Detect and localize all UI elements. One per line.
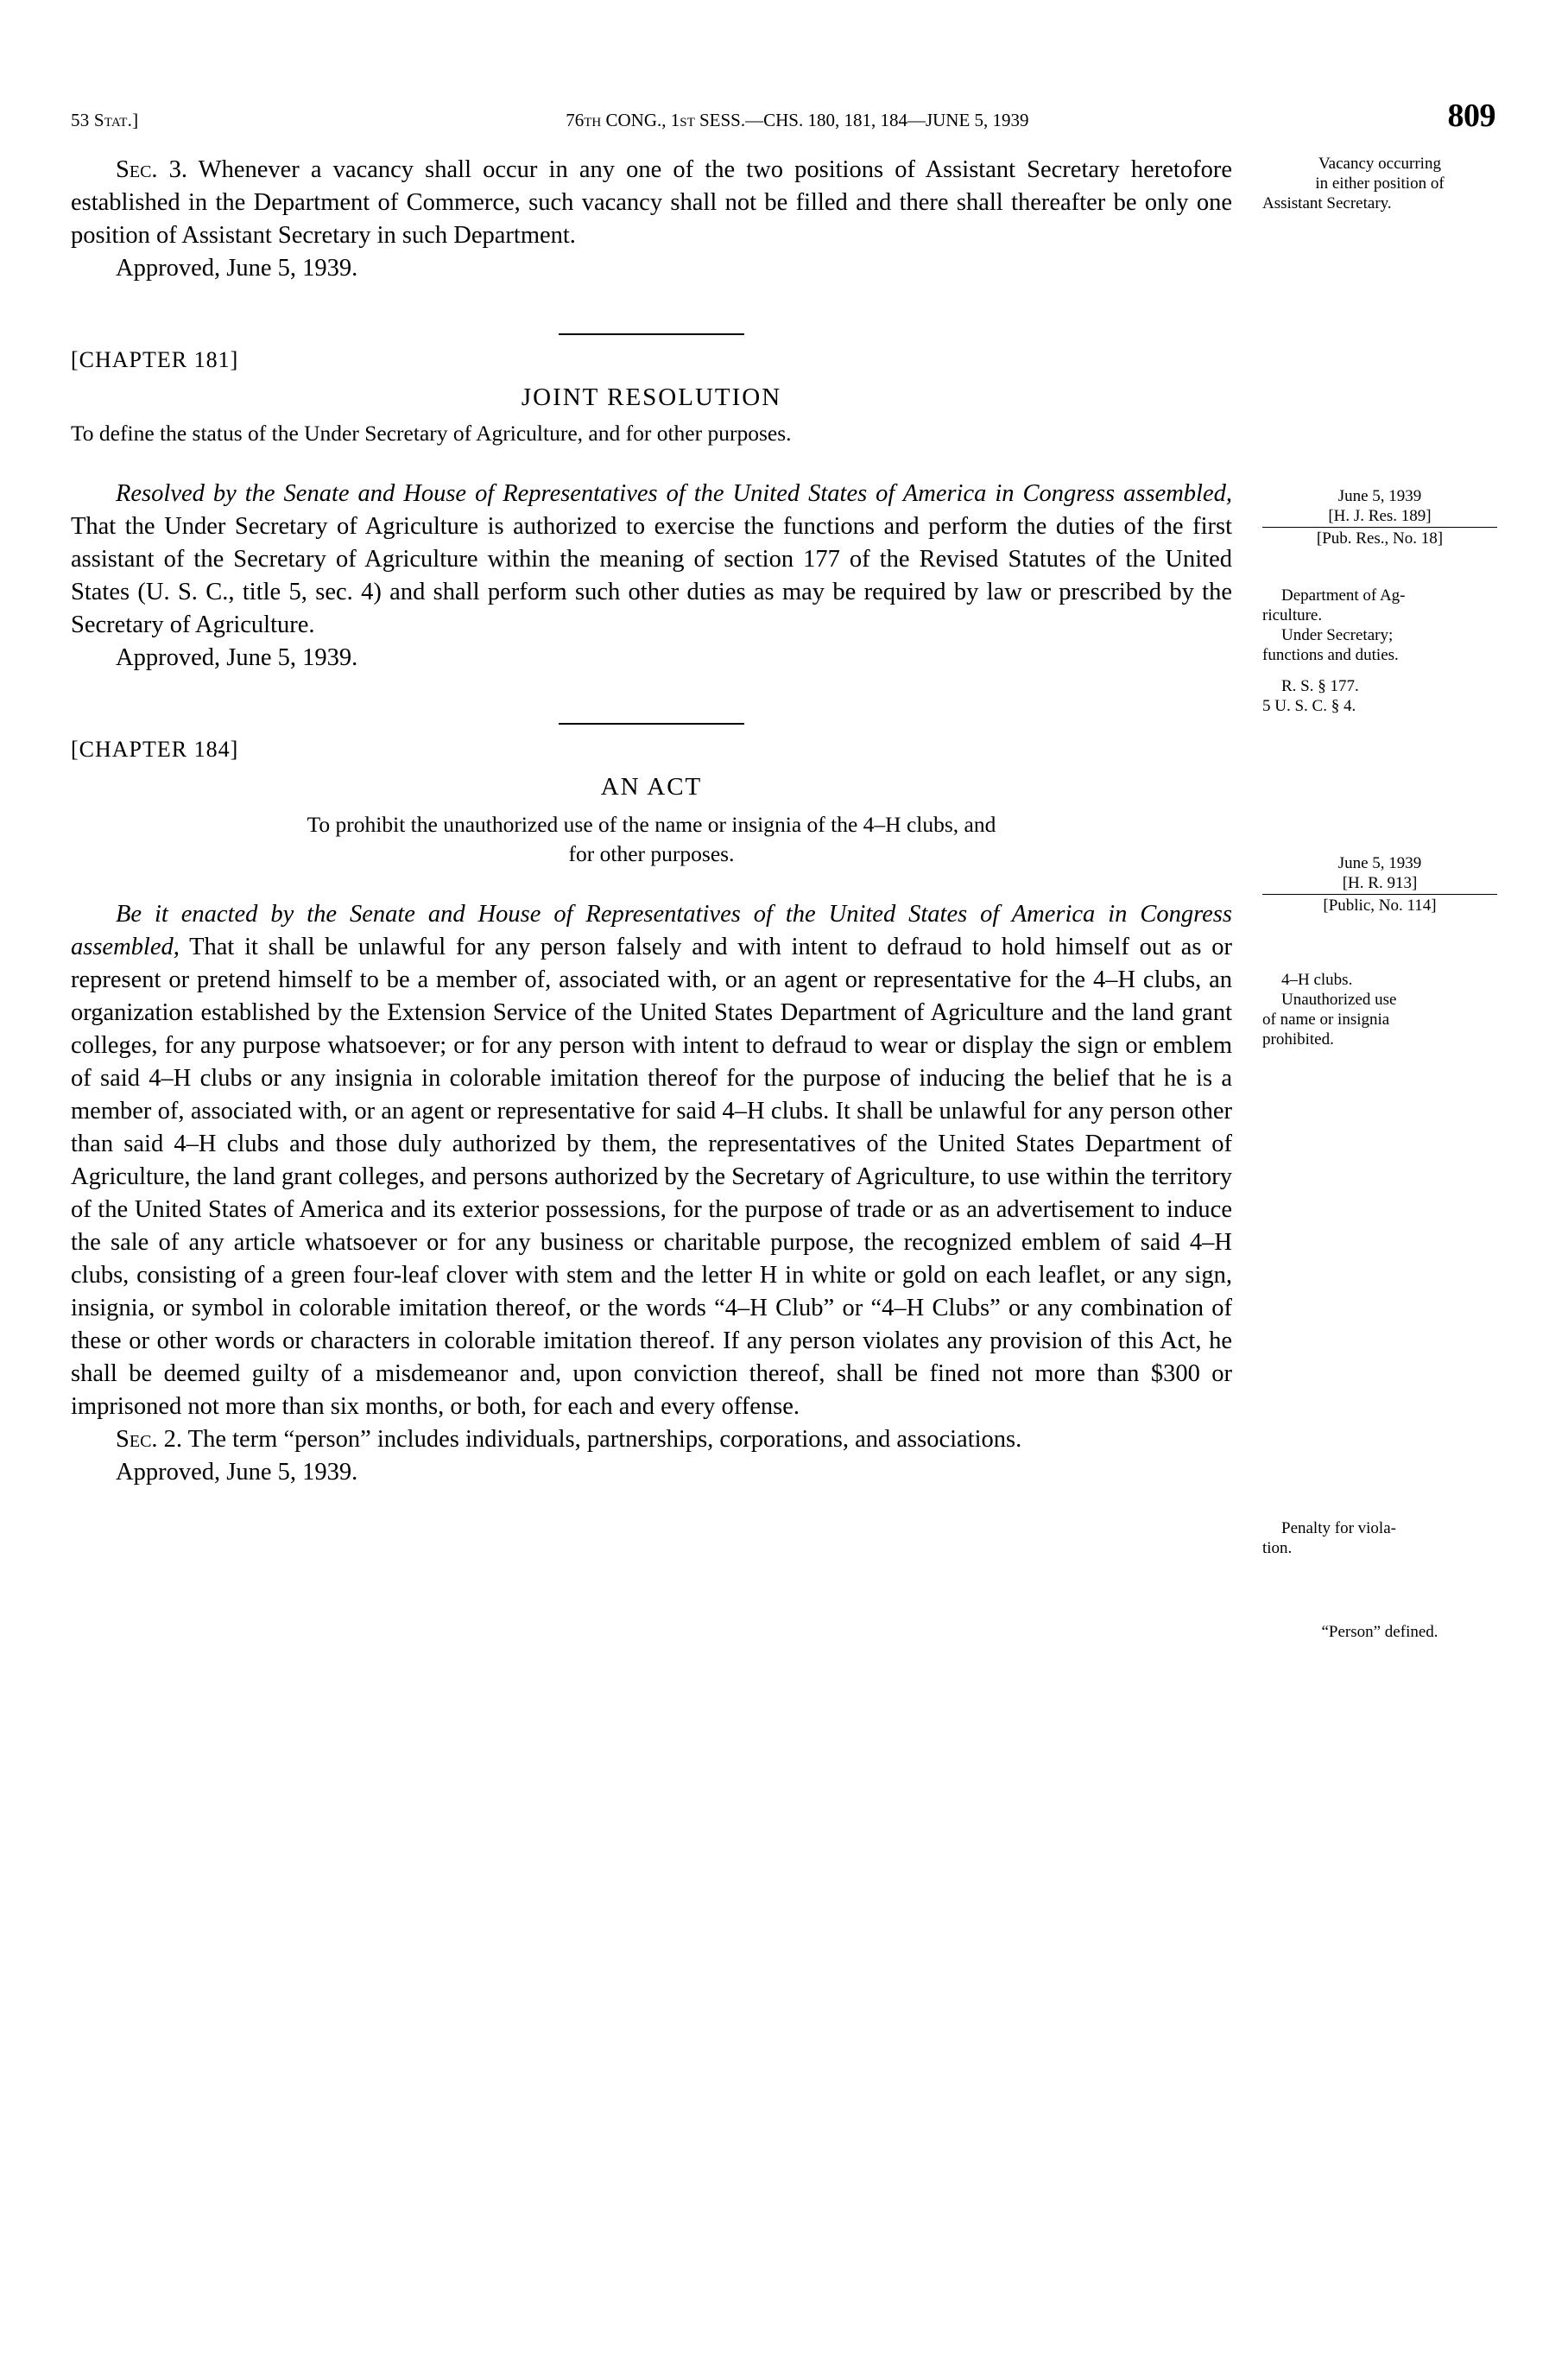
note-184-topic4: prohibited. [1262,1030,1334,1049]
chapter-181-enacting-clause: Resolved by the Senate and House of Representatives of the United States of America in Congress assembled, [116,480,1232,507]
chapter-181-body-text: That the Under Secretary of Agriculture is authorized to exercise the functions and perform the duties of the first assistant of the Secretary of Agriculture within the meaning of section 177 of the Revised Statutes of the United States (U. S. C., title 5, sec. 4) and shall perform such other duties as may be required by law or prescribed by the Secretary of Agriculture. [71,513,1232,638]
sec3-text: Whenever a vacancy shall occur in any one of the two positions of Assistant Secretary heretofore established in the Department of Commerce, such vacancy shall not be filled and there shall thereafter be only one position of Assistant Secretary in such Department. [71,156,1232,249]
running-head [71,97,1495,135]
note-chapter-181-citation [1262,486,1497,548]
note-181-date: June 5, 1939 [1337,487,1422,505]
paragraph-sec3 [71,154,1232,252]
note-chapter-181-cites [1262,676,1497,716]
running-head-center: 76th CONG., 1st SESS.—CHS. 180, 181, 184—JUNE 5, 1939 [566,110,1029,130]
note-person-defined-text: “Person” defined. [1321,1623,1438,1641]
note-181-bill: [H. J. Res. 189] [1328,507,1432,525]
note-vacancy-line1: Vacancy occurring [1318,155,1441,173]
running-head-left: 53 Stat.] [71,110,139,130]
note-181-topic1: Department of Ag- [1281,586,1406,605]
note-184-bill: [H. R. 913] [1342,874,1418,892]
note-181-topic4: functions and duties. [1262,646,1399,664]
sec2-text: The term “person” includes individuals, partnerships, corporations, and associations. [182,1426,1022,1453]
note-181-topic3: Under Secretary; [1281,626,1394,644]
note-184-topic3: of name or insignia [1262,1011,1390,1029]
page-content [71,97,1495,1641]
note-penalty [1262,1518,1497,1558]
note-181-cite1: R. S. § 177. [1281,677,1359,695]
note-vacancy-line3: Assistant Secretary. [1262,194,1392,212]
note-chapter-184-citation [1262,853,1497,916]
body-area [71,154,1495,1641]
chapter-184-enacting-clause: Be it enacted by the Senate and House of Representatives of the United States of America in Congress assembled, [71,901,1232,960]
note-penalty-line2: tion. [1262,1539,1293,1557]
chapter-184-subtitle-line2: for other purposes. [568,841,735,866]
note-vacancy [1262,154,1497,213]
note-181-pub: [Pub. Res., No. 18] [1316,529,1444,548]
chapter-184-sec2 [71,1423,1232,1456]
chapter-184-approved: Approved, June 5, 1939. [116,1459,358,1486]
note-181-cite2: 5 U. S. C. § 4. [1262,697,1356,715]
chapter-181-label: [CHAPTER 181] [71,347,239,372]
note-chapter-181-topic [1262,586,1497,665]
chapter-184-title: AN ACT [600,773,703,801]
note-penalty-line1: Penalty for viola- [1281,1519,1396,1537]
chapter-181-subtitle: To define the status of the Under Secretary of Agriculture, and for other purposes. [71,421,792,446]
chapter-184-label: [CHAPTER 184] [71,737,239,762]
chapter-184-body [71,898,1232,1423]
note-person-defined [1262,1622,1497,1642]
note-184-topic2: Unauthorized use [1281,991,1397,1009]
page-number: 809 [1447,98,1495,134]
chapter-184-subtitle-line1: To prohibit the unauthorized use of the name or insignia of the 4–H clubs, and [307,812,996,837]
note-chapter-184-topic [1262,970,1497,1049]
chapter-184-body-text: That it shall be unlawful for any person falsely and with intent to defraud to hold himself out as or represent or pretend himself to be a member of, associated with, or an agent or representative for the 4–H clubs, an organization established by the Extension Service of the United States Department of Agriculture and the land grant colleges, for any purpose whatsoever; or for any person with intent to defraud to wear or display the sign or emblem of said 4–H clubs or any insignia in colorable imitation thereof for the purpose of inducing the belief that he is a member of, associated with, or an agent or representative for said 4–H clubs. It shall be unlawful for any person other than said 4–H clubs and those duly authorized by them, the representatives of the United States Department of Agriculture, the land grant colleges, and persons authorized by the Secretary of Agriculture, to use within the territory of the United States of America and its exterior possessions, for the purpose of trade or as an advertisement to induce the sale of any article whatsoever or for any business or charitable purpose, the recognized emblem of said 4–H clubs, consisting of a green four-leaf clover with stem and the letter H in white or gold on each leaflet, or any sign, insignia, or symbol in colorable imitation thereof, or the words “4–H Club” or “4–H Clubs” or any combination of these or other words or characters in colorable imitation thereof. If any person violates any provision of this Act, he shall be deemed guilty of a misdemeanor and, upon conviction thereof, shall be fined not more than $300 or imprisoned not more than six months, or both, for each and every offense. [71,934,1232,1420]
note-181-topic2: riculture. [1262,606,1323,624]
note-184-date: June 5, 1939 [1337,854,1422,872]
chapter-181-body [71,478,1232,642]
note-rule-184 [1262,894,1497,895]
note-vacancy-line2: in either position of [1315,174,1445,193]
sec3-approved: Approved, June 5, 1939. [116,255,358,282]
note-184-topic1: 4–H clubs. [1281,971,1353,989]
sec3-label: Sec. 3. [116,156,188,183]
sec2-label: Sec. 2. [116,1426,183,1453]
chapter-181-approved: Approved, June 5, 1939. [116,644,358,671]
chapter-181-title: JOINT RESOLUTION [521,383,782,411]
note-rule-181 [1262,527,1497,528]
note-184-pub: [Public, No. 114] [1323,897,1437,915]
main-text-column [71,154,1232,1489]
